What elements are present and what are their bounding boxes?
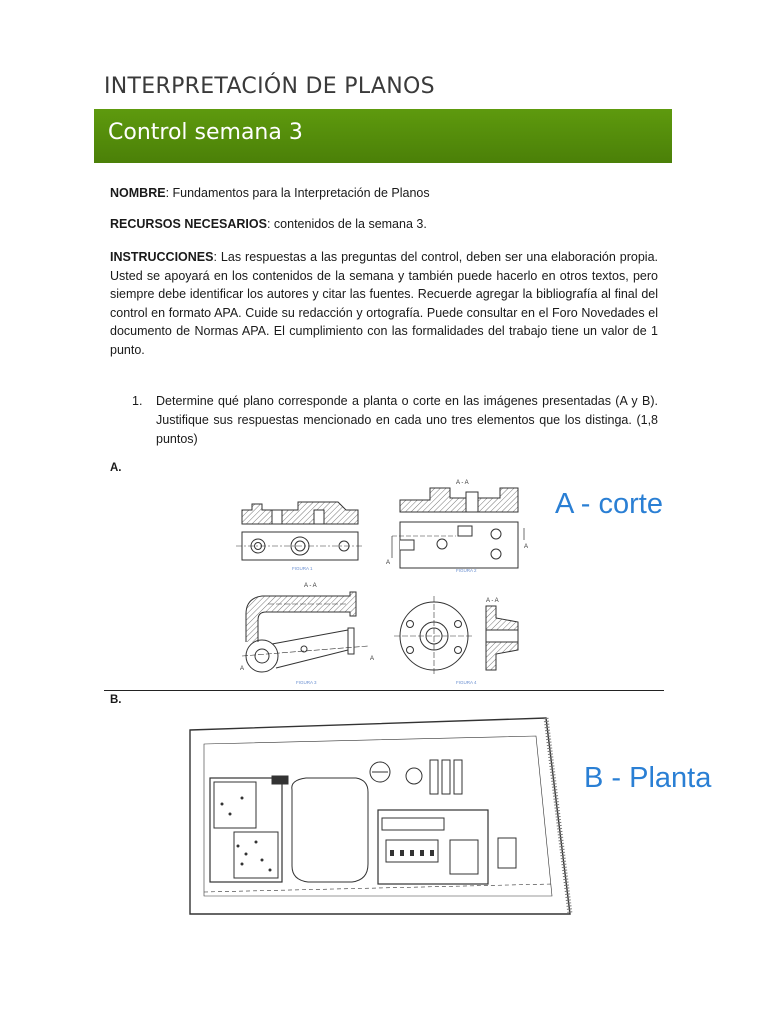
drawing-label-a-3: A	[240, 666, 245, 672]
page-title: Control semana 3	[108, 120, 303, 145]
drawing-label-aa-3: A - A	[486, 598, 499, 604]
section-b-label: B.	[110, 694, 122, 706]
nombre-field	[110, 184, 658, 203]
divider	[104, 690, 664, 691]
recursos-field	[110, 215, 658, 234]
section-a-label: A.	[110, 462, 122, 474]
drawing-label-a-2: A	[524, 544, 529, 550]
drawing-label-aa-2: A - A	[304, 583, 317, 589]
title-banner	[94, 109, 672, 163]
question-number: 1.	[132, 394, 143, 408]
question-1	[110, 392, 658, 449]
instrucciones-field	[110, 248, 658, 359]
instrucciones-value: : Las respuestas a las preguntas del control, deben ser una elaboración propia. Usted se apoyará en los contenidos de la semana y también puede hacerlo en otros textos, pero siempre debe identificar los autores y citar las fuentes. Recuerde agregar la bibliografía al final del control en formato APA. Cuide su redacción y ortografía. Puede consultar en el Foro Novedades el documento de Normas APA. El cumplimiento con las formalidades del trabajo tiene un valor de 1 punto.	[110, 250, 658, 357]
recursos-value: : contenidos de la semana 3.	[266, 217, 427, 231]
section-a-annotation: A - corte	[555, 488, 663, 520]
figure-b-site-plan	[186, 714, 590, 918]
figure-1-caption: FIGURA 1	[292, 566, 313, 571]
instrucciones-label: INSTRUCCIONES	[110, 250, 214, 264]
drawing-label-a-1: A	[386, 560, 391, 566]
nombre-value: : Fundamentos para la Interpretación de Planos	[165, 186, 430, 200]
figure-4-caption: FIGURA 4	[456, 680, 477, 685]
course-title: INTERPRETACIÓN DE PLANOS	[104, 74, 435, 99]
figure-2-caption: FIGURA 2	[456, 568, 477, 573]
drawing-label-aa-1: A - A	[456, 480, 469, 486]
figure-3-caption: FIGURA 3	[296, 680, 317, 685]
recursos-label: RECURSOS NECESARIOS	[110, 217, 267, 231]
question-text: Determine qué plano corresponde a planta o corte en las imágenes presentadas (A y B). Justifique sus respuestas mencionado en cada uno tres elementos que los distinga. (1,8 puntos)	[156, 394, 658, 446]
nombre-label: NOMBRE	[110, 186, 166, 200]
drawing-label-a-4: A	[370, 656, 375, 662]
section-b-annotation: B - Planta	[584, 762, 712, 794]
figure-a-technical-drawings	[228, 474, 540, 688]
